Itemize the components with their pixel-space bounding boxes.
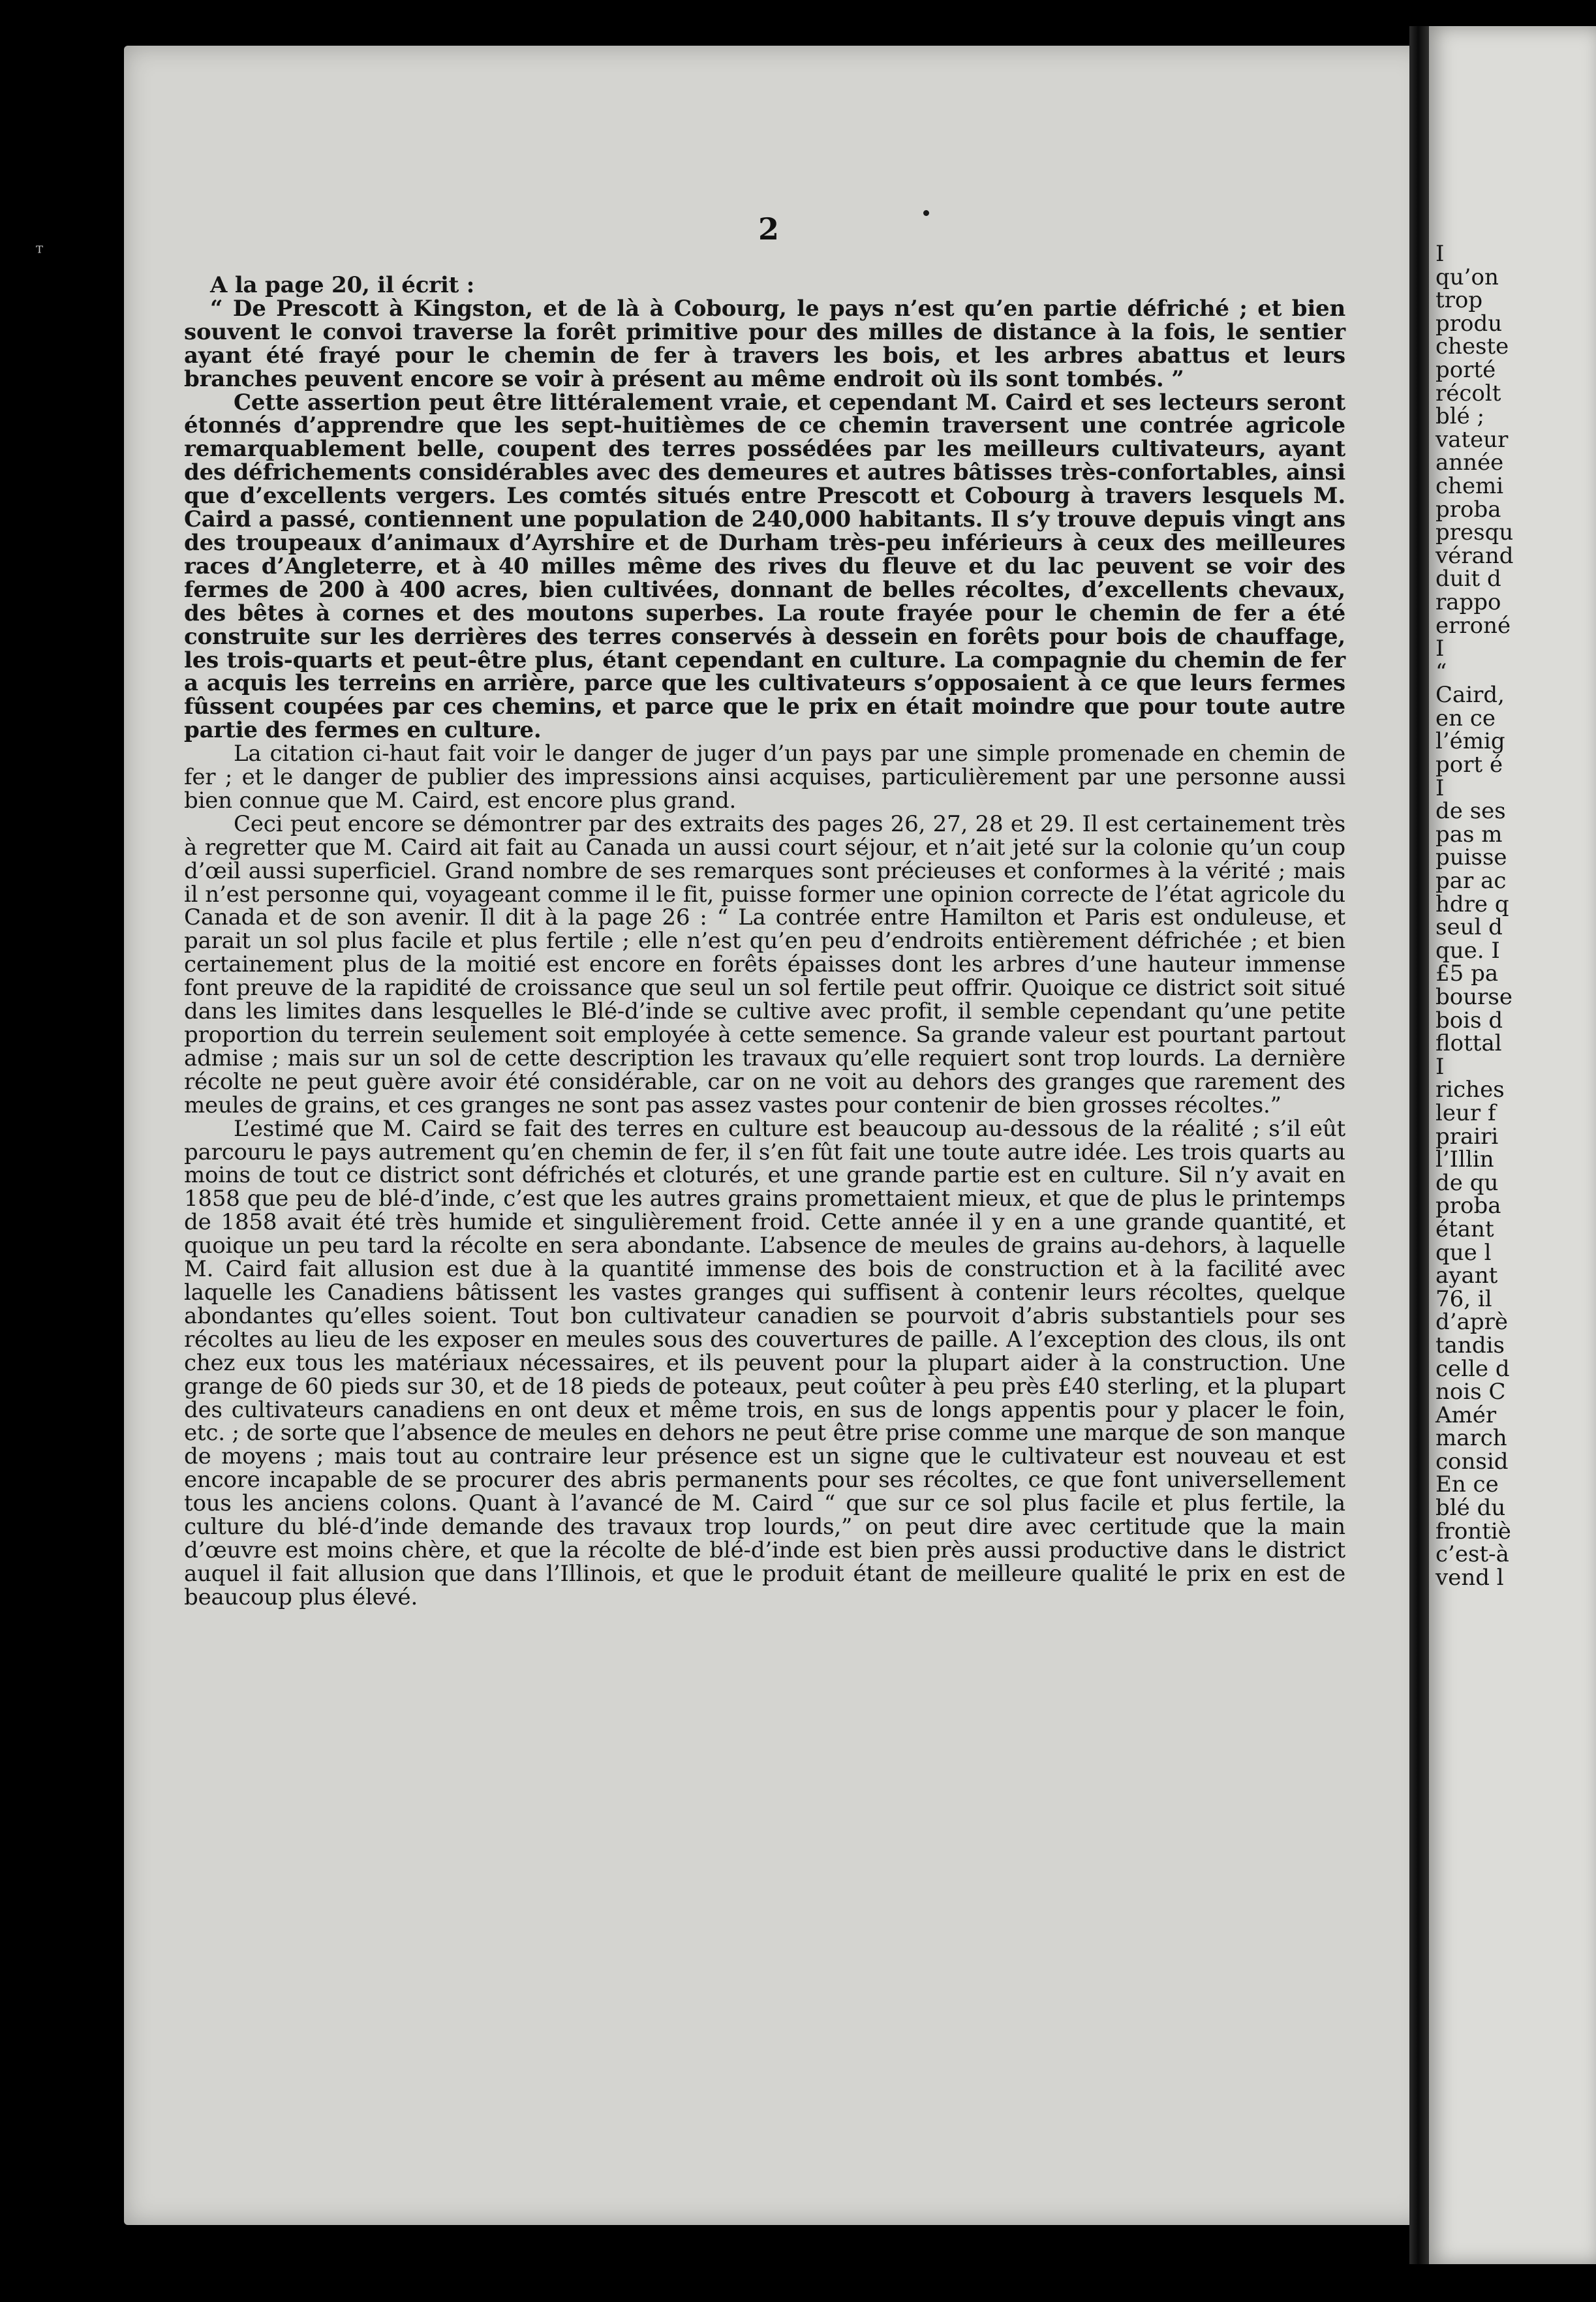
facing-page-line: 76, il <box>1435 1285 1492 1312</box>
facing-page-line: bourse <box>1435 984 1512 1010</box>
facing-page-line: Caird, <box>1435 682 1505 709</box>
facing-page-line: blé du <box>1435 1495 1506 1522</box>
facing-page-line: produ <box>1435 310 1503 337</box>
facing-page-line: hdre q <box>1435 891 1509 917</box>
facing-page-line: £5 pa <box>1435 960 1499 987</box>
paragraph-intro: A la page 20, il écrit : <box>210 272 475 298</box>
facing-page-line: I <box>1435 1053 1445 1080</box>
facing-page-line: En ce <box>1435 1471 1499 1498</box>
facing-page-line: I <box>1435 636 1445 662</box>
facing-page-line: l’Illin <box>1435 1146 1494 1173</box>
facing-page-line: vérand <box>1435 542 1514 569</box>
facing-page-line: vend l <box>1435 1564 1504 1591</box>
paragraph: La citation ci-haut fait voir le danger de juger d’un pays par une simple promenade en chemin de fer ; et le danger de publier des impressions ainsi acquises, particulièrement par une personne aussi bien connue que M. Caird, est encore plus grand. <box>184 741 1345 814</box>
facing-page-line: rappo <box>1435 589 1501 615</box>
facing-page-line: qu’on <box>1435 264 1499 290</box>
facing-page-line: étant <box>1435 1216 1494 1242</box>
facing-page-line: proba <box>1435 1193 1501 1220</box>
body-text <box>184 274 1345 1610</box>
facing-page-line: cheste <box>1435 333 1509 360</box>
facing-page-line: c’est-à <box>1435 1541 1509 1568</box>
facing-page-line: puisse <box>1435 844 1507 871</box>
facing-page-line: leur f <box>1435 1099 1496 1126</box>
facing-page-line: celle d <box>1435 1355 1510 1382</box>
facing-page-line: ayant <box>1435 1263 1498 1289</box>
book-gutter <box>1409 26 1432 2264</box>
paragraph-quote: “ De Prescott à Kingston, et de là à Cobourg, le pays n’est qu’en partie défriché ; et bien souvent le convoi traverse la forêt primitive pour des milles de distance à la fois, le sentier ayant été frayé pour le chemin de fer à travers les bois, et les arbres abattus et leurs branches peuvent encore se voir à présent au même endroit où ils sont tombés. ” <box>184 295 1345 392</box>
facing-page-line: I <box>1435 241 1445 267</box>
facing-page-line: en ce <box>1435 705 1496 731</box>
facing-page-line: port é <box>1435 752 1503 778</box>
facing-page-line: frontiè <box>1435 1518 1511 1544</box>
ink-dot <box>923 210 929 216</box>
facing-page-line: proba <box>1435 496 1501 523</box>
facing-page-line: consid <box>1435 1448 1509 1475</box>
facing-page-line: chemi <box>1435 472 1504 499</box>
facing-page-line: duit d <box>1435 566 1501 592</box>
paragraph: Cette assertion peut être littéralement vraie, et cependant M. Caird et ses lecteurs seront étonnés d’apprendre que les sept-huitièmes de ce chemin traversent une contrée agricole remarquablement belle, coupent des terres possédées par les meilleurs cultivateurs, ayant des défrichements considérables avec des demeures et autres bâtisses très-confortables, ainsi que d’excellents vergers. Les comtés situés entre Prescott et Cobourg à travers lesquels M. Caird a passé, contiennent une population de 240,000 habitants. Il s’y trouve depuis vingt ans des troupeaux d’animaux d’Ayrshire et de Durham très-peu inférieurs à ceux des meilleures races d’Angleterre, et à 40 milles même des rives du fleuve et du lac peuvent se voir des fermes de 200 à 400 acres, bien cultivées, donnant de belles récoltes, d’excellents chevaux, des bêtes à cornes et des moutons superbes. La route frayée pour le chemin de fer a été construite sur les derrières des terres conservés à dessein en forêts pour bois de chauffage, les trois-quarts et peut-être plus, étant cependant en culture. La compagnie du chemin de fer a acquis les terreins en arrière, parce que les cultivateurs s’opposaient à ce que leurs fermes fûssent coupées par ces chemins, et parce que le prix en était moindre que pour toute autre partie des fermes en culture. <box>184 389 1345 744</box>
facing-page-line: pas m <box>1435 821 1503 848</box>
margin-mark-icon: ᵀ <box>36 243 43 263</box>
facing-page-line: Amér <box>1435 1402 1497 1428</box>
facing-page-line: vateur <box>1435 426 1509 453</box>
facing-page-line: tandis <box>1435 1332 1505 1358</box>
facing-page-line: riches <box>1435 1077 1505 1103</box>
page-number: 2 <box>758 211 779 247</box>
facing-page-line: que. I <box>1435 937 1500 964</box>
facing-page-line: année <box>1435 450 1504 476</box>
facing-page-line: blé ; <box>1435 403 1485 430</box>
facing-page-line: flottal <box>1435 1030 1502 1057</box>
facing-page-line: que l <box>1435 1239 1492 1266</box>
facing-page-line: “ <box>1435 658 1447 685</box>
facing-page-line: récolt <box>1435 380 1501 407</box>
facing-page-line: porté <box>1435 356 1496 383</box>
paragraph: L’estimé que M. Caird se fait des terres en culture est beaucoup au-dessous de la réalité ; s’il eût parcouru le pays autrement qu’en chemin de fer, il s’en fût fait une toute autre idée. Les trois quarts au moins de tout ce district sont défrichés et cloturés, et une grande partie est en culture. Sil n’y avait en 1858 que peu de blé-d’inde, c’est que les autres grains promettaient mieux, et que de plus le printemps de 1858 avait été très humide et singulièrement froid. Cette année il y en a une grande quantité, et quoique un peu tard la récolte en sera abondante. L’absence de meules de grains au-dehors, à laquelle M. Caird fait allusion est due à la quantité immense des bois de construction et à la facilité avec laquelle les Canadiens bâtissent les vastes granges qui suffisent à contenir leurs récoltes, quelque abondantes qu’elles soient. Tout bon cultivateur canadien se pourvoit d’abris substantiels pour ses récoltes au lieu de les exposer en meules sous des couvertures de paille. A l’exception des clous, ils ont chez eux tous les matériaux nécessaires, et ils peuvent pour la plupart aider à la construction. Une grange de 60 pieds sur 30, et de 18 pieds de poteaux, peut coûter à peu près £40 sterling, et la plupart des cultivateurs canadiens en ont deux et même trois, en sus de longs appentis pour y placer le foin, etc. ; de sorte que l’absence de meules en dehors ne peut être prise comme une marque de son manque de moyens ; mais tout au contraire leur présence est un signe que le cultivateur est nouveau et est encore incapable de se procurer des abris permanents pour ses récoltes, ce que font universellement tous les anciens colons. Quant à l’avancé de M. Caird “ que sur ce sol plus facile et plus fertile, la culture du blé-d’inde demande des travaux trop lourds,” on peut dire avec certitude que la main d’œuvre est moins chère, et que la récolte de blé-d’inde est bien près aussi productive dans le district auquel il fait allusion que dans l’Illinois, et que le produit étant de meilleure qualité le prix en est de beaucoup plus élevé. <box>184 1115 1345 1610</box>
facing-page-line: bois d <box>1435 1007 1503 1034</box>
facing-page-text <box>1435 243 1596 1589</box>
paragraph: Ceci peut encore se démontrer par des extraits des pages 26, 27, 28 et 29. Il est certainement très à regretter que M. Caird ait fait au Canada un aussi court séjour, et n’ait jeté sur la colonie qu’un coup d’œil aussi superficiel. Grand nombre de ses remarques sont précieuses et conformes à la vérité ; mais il n’est personne qui, voyageant comme il le fit, puisse former une opinion correcte de l’état agricole du Canada et de son avenir. Il dit à la page 26 : “ La contrée entre Hamilton et Paris est onduleuse, et parait un sol plus facile et plus fertile ; elle n’est qu’en peu d’endroits entièrement défrichée ; et bien certainement plus de la moitié est encore en forêts épaisses dont les arbres d’une hauteur immense font preuve de la rapidité de croissance que seul un sol fertile peut offrir. Quoique ce district soit situé dans les limites dans lesquelles le Blé-d’inde se cultive avec profit, il semble cependant qu’une petite proportion du terrein seulement soit employée à cette semence. Sa grande valeur est pourtant partout admise ; mais sur un sol de cette description les travaux qu’elle requiert sont trop lourds. La dernière récolte ne peut guère avoir été considérable, car on ne voit au dehors des granges que rarement des meules de grains, et ces granges ne sont pas assez vastes pour contenir de bien grosses récoltes.” <box>184 810 1345 1118</box>
facing-page-line: prairi <box>1435 1123 1499 1150</box>
facing-page-line: de qu <box>1435 1169 1499 1196</box>
facing-page-line: march <box>1435 1425 1507 1452</box>
facing-page-line: erroné <box>1435 612 1511 639</box>
facing-page-line: nois C <box>1435 1379 1506 1405</box>
facing-page-line: I <box>1435 775 1445 801</box>
facing-page-line: trop <box>1435 287 1483 314</box>
facing-page-line: l’émig <box>1435 728 1505 755</box>
facing-page-line: par ac <box>1435 868 1507 895</box>
facing-page-line: seul d <box>1435 914 1503 941</box>
facing-page-line: presqu <box>1435 519 1514 546</box>
facing-page-line: d’aprè <box>1435 1309 1508 1336</box>
facing-page-line: de ses <box>1435 798 1506 825</box>
